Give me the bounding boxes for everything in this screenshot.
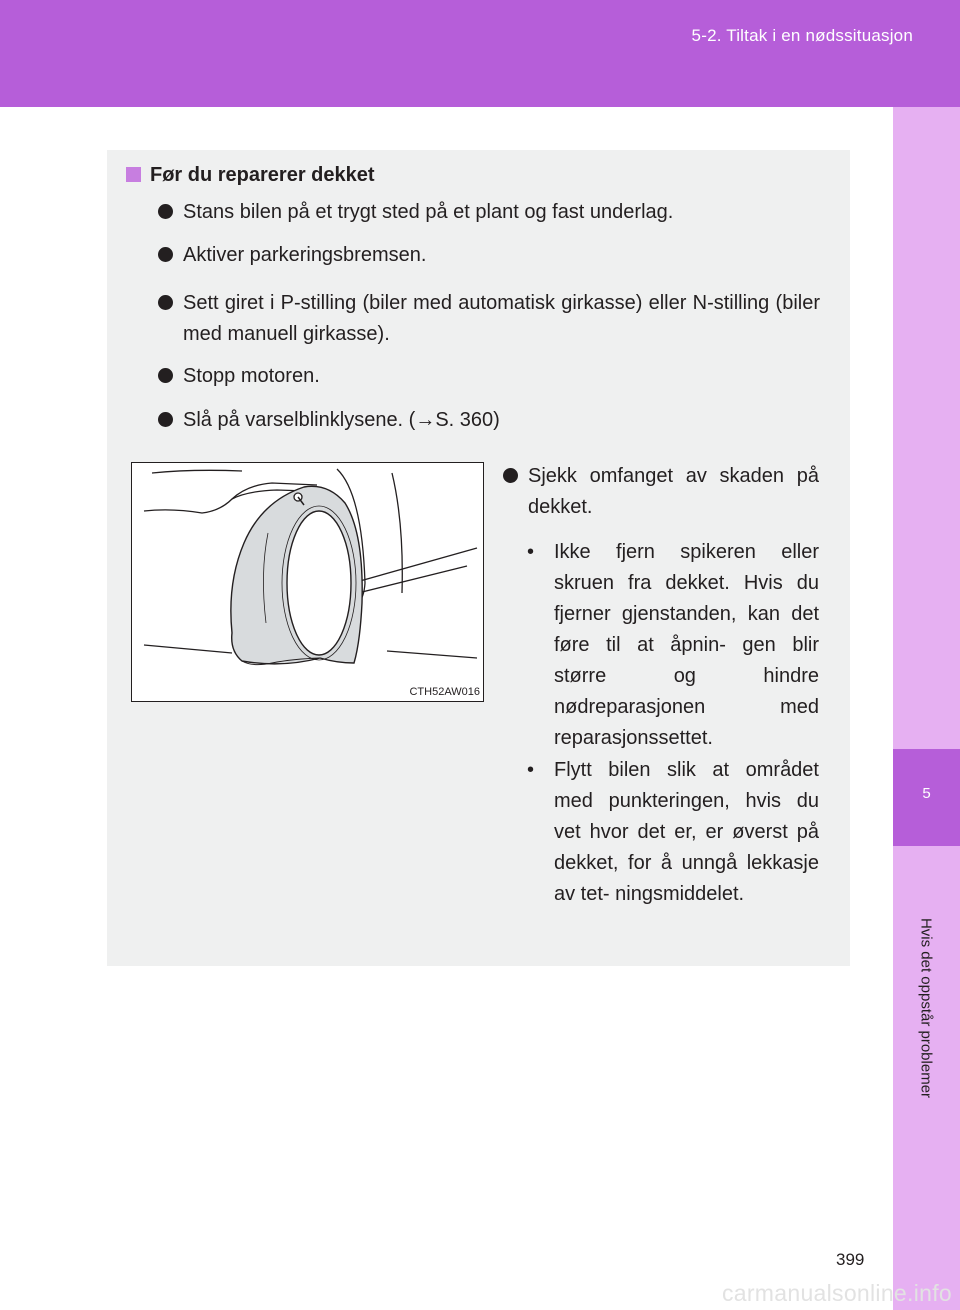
square-bullet-icon (126, 167, 141, 182)
chapter-number: 5 (922, 785, 931, 802)
section-title: 5-2. Tiltak i en nødssituasjon (691, 26, 913, 45)
panel-heading-text: Før du reparerer dekket (150, 164, 375, 186)
list-item: Stopp motoren. (158, 361, 820, 392)
sub-list-item: • Ikke fjern spikeren eller skruen fra dekket. Hvis du fjerner gjenstanden, kan det føre til at åpnin- gen blir større og hindre nødreparasjonen med reparasjonssettet. (527, 537, 819, 754)
bullet-dot-icon (158, 204, 173, 219)
sub-list-item: • Flytt bilen slik at området med punkteringen, hvis du vet hvor det er, er øverst på dekket, for å unngå lekkasje av tet- ningsmiddelet. (527, 755, 819, 910)
bullet-dot-icon (158, 412, 173, 427)
page-number: 399 (836, 1250, 865, 1269)
header-band (0, 0, 960, 107)
bullet-dot-icon (158, 368, 173, 383)
tire-illustration (131, 462, 484, 702)
bullet-point-icon: • (527, 759, 535, 781)
chapter-title: Hvis det oppstår problemer (917, 917, 935, 1099)
list-item: Aktiver parkeringsbremsen. (158, 240, 820, 271)
list-item: Sjekk omfanget av skaden på dekket. (503, 461, 819, 523)
bullet-dot-icon (158, 295, 173, 310)
figure-code: CTH52AW016 (409, 686, 480, 698)
panel-heading (126, 164, 375, 187)
watermark[interactable]: carmanualsonline.info (721, 1280, 952, 1306)
bullet-dot-icon (503, 468, 518, 483)
tire-drawing (132, 463, 484, 702)
list-item: Stans bilen på et trygt sted på et plant og fast underlag. (158, 197, 820, 228)
list-item: Sett giret i P-stilling (biler med automatisk girkasse) eller N-stilling (biler med manuell girkasse). (158, 288, 820, 350)
bullet-point-icon: • (527, 541, 535, 563)
list-item: Slå på varselblinklysene. (→S. 360) (158, 405, 820, 436)
side-tab (893, 107, 960, 1310)
bullet-dot-icon (158, 247, 173, 262)
